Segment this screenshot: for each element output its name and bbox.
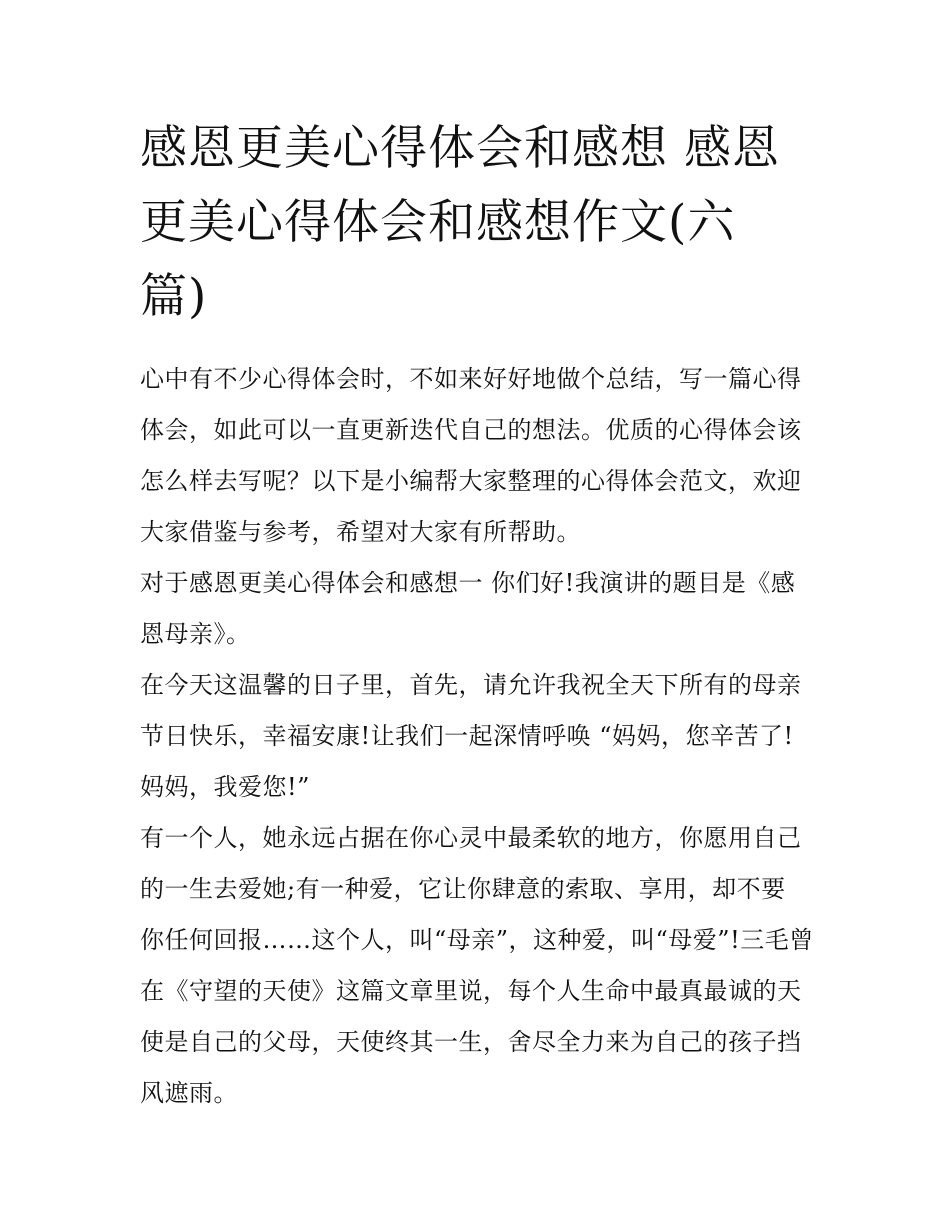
body-paragraph [140,813,815,1119]
section-heading-paragraph [140,558,815,660]
text-line: 节日快乐，幸福安康!让我们一起深情呼唤 “妈妈，您辛苦了! [140,722,794,750]
text-line: 在《守望的天使》这篇文章里说，每个人生命中最真最诚的天 [140,977,802,1005]
document-body [140,354,815,1119]
text-line: 对于感恩更美心得体会和感想一 你们好!我演讲的题目是《感 [140,569,796,597]
greeting-paragraph [140,660,815,813]
text-line: 恩母亲》。 [140,620,251,648]
text-line: 怎么样去写呢？以下是小编帮大家整理的心得体会范文，欢迎 [140,467,802,495]
text-line: 体会，如此可以一直更新迭代自己的想法。优质的心得体会该 [140,416,802,444]
title-line: 更美心得体会和感想作文(六 [140,195,736,250]
text-line: 的一生去爱她;有一种爱，它让你肆意的索取、享用，却不要 [140,875,786,903]
title-line: 感恩更美心得体会和感想 感恩 [140,121,780,176]
text-line: 在今天这温馨的日子里，首先，请允许我祝全天下所有的母亲 [140,671,802,699]
text-line: 有一个人，她永远占据在你心灵中最柔软的地方，你愿用自己 [140,824,802,852]
text-line: 风遮雨。 [140,1079,238,1107]
text-line: 使是自己的父母，天使终其一生，舍尽全力来为自己的孩子挡 [140,1028,802,1056]
document-page [140,112,815,1119]
text-line: 大家借鉴与参考，希望对大家有所帮助。 [140,518,581,546]
title-line: 篇) [140,269,208,324]
text-line: 妈妈，我爱您!” [140,773,310,801]
document-title [140,112,815,334]
text-line: 心中有不少心得体会时，不如来好好地做个总结，写一篇心得 [140,365,802,393]
intro-paragraph [140,354,815,558]
text-line: 你任何回报……这个人，叫“母亲”，这种爱，叫“母爱”!三毛曾 [140,926,814,954]
